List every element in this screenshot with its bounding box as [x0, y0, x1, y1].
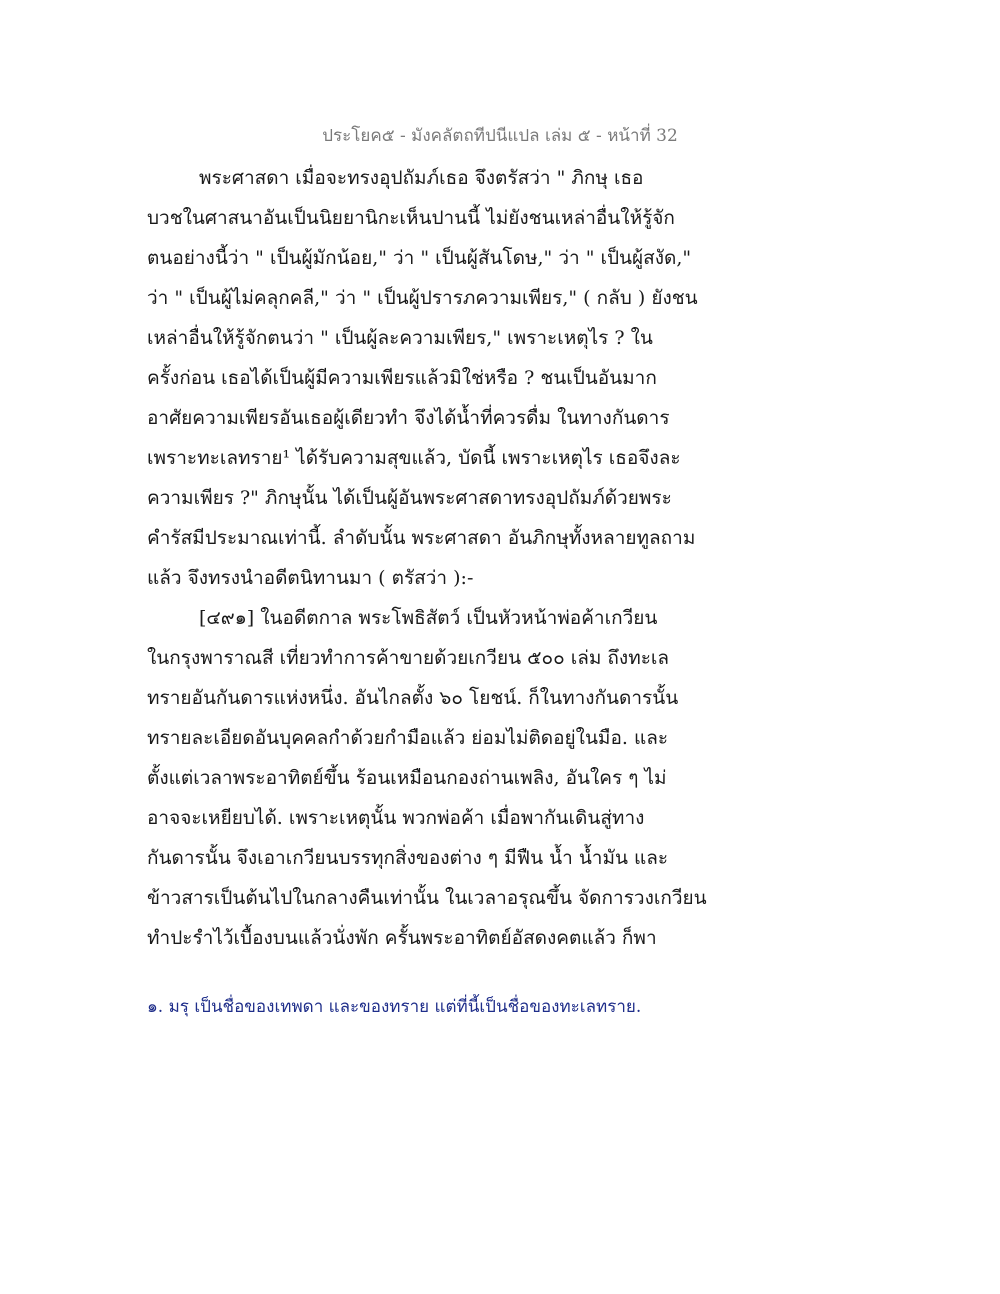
text-line: ทรายอันกันดารแห่งหนึ่ง. อันไกลตั้ง ๖๐ โยชน์. ก็ในทางกันดารนั้น [147, 687, 679, 709]
text-line: กันดารนั้น จึงเอาเกวียนบรรทุกสิ่งของต่าง ๆ มีฟืน น้ำ น้ำมัน และ [147, 847, 669, 869]
running-head: ประโยค๕ - มังคลัตถทีปนีแปล เล่ม ๕ - หน้าที่ 32 [322, 126, 678, 146]
text-line: ทำปะรำไว้เบื้องบนแล้วนั่งพัก ครั้นพระอาทิตย์อัสดงคตแล้ว ก็พา [147, 927, 657, 949]
body-text [147, 158, 717, 958]
text-line: [๔๙๑] ในอดีตกาล พระโพธิสัตว์ เป็นหัวหน้าพ่อค้าเกวียน [199, 607, 658, 629]
text-line: อาจจะเหยียบได้. เพราะเหตุนั้น พวกพ่อค้า เมื่อพากันเดินสู่ทาง [147, 807, 645, 829]
text-line: เหล่าอื่นให้รู้จักตนว่า " เป็นผู้ละความเพียร," เพราะเหตุไร ? ใน [147, 327, 653, 349]
footnote: ๑. มรุ เป็นชื่อของเทพดา และของทราย แต่ที่นี้เป็นชื่อของทะเลทราย. [147, 997, 642, 1017]
text-line: ความเพียร ?" ภิกษุนั้น ได้เป็นผู้อันพระศาสดาทรงอุปถัมภ์ด้วยพระ [147, 487, 672, 509]
text-line: ตั้งแต่เวลาพระอาทิตย์ขึ้น ร้อนเหมือนกองถ่านเพลิง, อันใคร ๆ ไม่ [147, 767, 667, 789]
text-line: ในกรุงพาราณสี เที่ยวทำการค้าขายด้วยเกวียน ๕๐๐ เล่ม ถึงทะเล [147, 647, 670, 669]
text-line: อาศัยความเพียรอันเธอผู้เดียวทำ จึงได้น้ำที่ควรดื่ม ในทางกันดาร [147, 407, 670, 429]
text-line: ครั้งก่อน เธอได้เป็นผู้มีความเพียรแล้วมิใช่หรือ ? ชนเป็นอันมาก [147, 367, 657, 389]
text-line: คำรัสมีประมาณเท่านี้. ลำดับนั้น พระศาสดา อันภิกษุทั้งหลายทูลถาม [147, 527, 696, 549]
text-line: ทรายละเอียดอันบุคคลกำด้วยกำมือแล้ว ย่อมไม่ติดอยู่ในมือ. และ [147, 727, 669, 749]
text-line: ข้าวสารเป็นต้นไปในกลางคืนเท่านั้น ในเวลาอรุณขึ้น จัดการวงเกวียน [147, 887, 707, 909]
text-line: พระศาสดา เมื่อจะทรงอุปถัมภ์เธอ จึงตรัสว่า " ภิกษุ เธอ [199, 167, 644, 189]
text-line: ว่า " เป็นผู้ไม่คลุกคลี," ว่า " เป็นผู้ปรารภความเพียร," ( กลับ ) ยังชน [147, 287, 698, 309]
text-line: แล้ว จึงทรงนำอดีตนิทานมา ( ตรัสว่า ):- [147, 567, 474, 589]
text-line: ตนอย่างนี้ว่า " เป็นผู้มักน้อย," ว่า " เป็นผู้สันโดษ," ว่า " เป็นผู้สงัด," [147, 247, 692, 269]
text-line: บวชในศาสนาอันเป็นนิยยานิกะเห็นปานนี้ ไม่ยังชนเหล่าอื่นให้รู้จัก [147, 207, 675, 229]
text-line: เพราะทะเลทราย¹ ได้รับความสุขแล้ว, บัดนี้ เพราะเหตุไร เธอจึงละ [147, 447, 681, 469]
